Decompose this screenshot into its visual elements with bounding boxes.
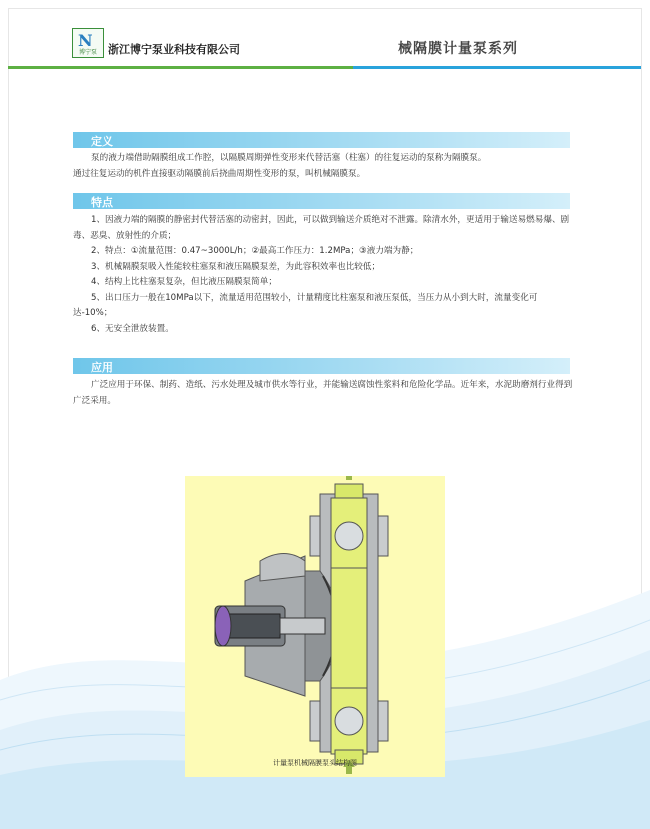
logo-mark-icon: N (78, 31, 93, 50)
logo-text: 博宁泵 (78, 49, 97, 56)
section-application-bar (73, 358, 570, 374)
pump-head-diagram (185, 476, 445, 777)
feature-item: 3、机械隔膜泵吸入性能较柱塞泵和液压隔膜泵差，为此容积效率也比较低； (91, 261, 381, 272)
section-features-bar (73, 193, 570, 209)
company-name: 浙江博宁泵业科技有限公司 (108, 43, 240, 56)
section-definition-bar (73, 132, 570, 148)
feature-item: 5、出口压力一般在10MPa以下，流量适用范围较小，计量精度比柱塞泵和液压泵低，当压力从小到大时，流量变化可达-10%； (73, 292, 538, 318)
definition-text (73, 151, 573, 182)
header-green-line (8, 66, 353, 69)
definition-paragraph: 泵的液力端借助隔膜组成工作腔，以隔膜周期弹性变形来代替活塞（柱塞）的往复运动的泵称为隔膜泵。 (91, 153, 487, 163)
feature-item: 6、无安全泄放装置。 (91, 323, 174, 334)
section-features-title: 特点 (91, 196, 113, 209)
series-title: 械隔膜计量泵系列 (398, 41, 518, 57)
application-text (73, 378, 573, 409)
application-paragraph: 广泛应用于环保、制药、造纸、污水处理及城市供水等行业，并能输送腐蚀性浆料和危险化学品。近年来，水泥助磨剂行业得到广泛采用。 (73, 380, 573, 406)
outlet-arrow-icon (343, 476, 355, 480)
features-list (73, 213, 573, 337)
section-definition-title: 定义 (91, 135, 113, 148)
definition-paragraph: 通过往复运动的机件直接驱动隔膜前后挠曲周期性变形的泵，叫机械隔膜泵。 (73, 168, 366, 179)
feature-item: 2、特点：①流量范围：0.47~3000L/h；②最高工作压力：1.2MPa；③液力端为静； (91, 246, 419, 256)
pump-structure-illustration (185, 476, 445, 777)
diagram-caption: 计量泵机械隔膜泵头结构图 (273, 759, 357, 767)
section-application-title: 应用 (91, 361, 113, 374)
feature-item: 1、因液力端的隔膜的静密封代替活塞的动密封，因此，可以做到输送介质绝对不泄露。除清水外，更适用于输送易燃易爆、剧毒、恶臭、放射性的介质； (73, 215, 570, 241)
feature-item: 4、结构上比柱塞泵复杂，但比液压隔膜泵简单； (91, 277, 277, 287)
header-blue-line (353, 66, 641, 69)
company-logo (72, 28, 104, 58)
